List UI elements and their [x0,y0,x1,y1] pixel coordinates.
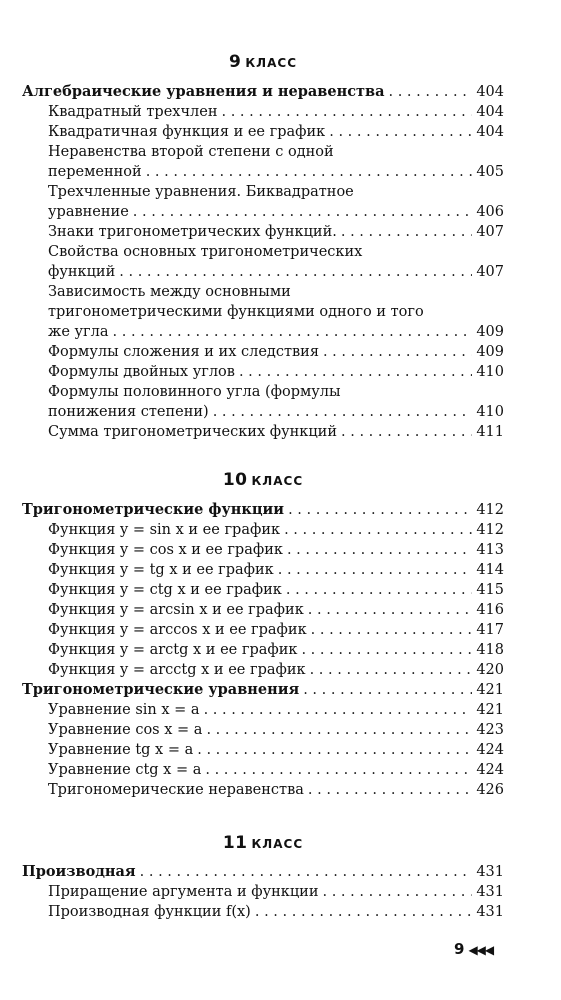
dot-leader [255,902,472,922]
toc-page-number: 409 [476,344,504,360]
dot-leader [239,362,472,382]
toc-chapter[interactable] [22,82,504,102]
toc-entry-title: Производная функции f(x) [48,904,251,920]
toc-page-number: 411 [476,424,504,440]
toc-entry-title: Сумма тригонометрических функций [48,424,338,440]
toc-entry[interactable] [22,122,504,142]
toc-entry-title: Формулы сложения и их следствия [48,344,319,360]
toc-page-number: 426 [476,782,504,798]
toc-entry[interactable] [22,322,504,342]
page-number: 9 [454,940,465,958]
toc-entry[interactable] [22,540,504,560]
dot-leader [341,422,472,442]
dot-leader [323,342,472,362]
toc-entry-title: Уравнение ctg x = a [48,762,202,778]
toc-page-number: 431 [476,904,504,920]
toc-page-number: 412 [476,502,504,518]
grade-word: КЛАСС [251,474,304,488]
toc-entry[interactable] [22,520,504,540]
toc-entry-title: Алгебраические уравнения и неравенства [22,83,385,100]
toc-entry[interactable] [22,760,504,780]
grade-heading-11 [22,833,504,853]
toc-entry-title: же угла [48,324,109,340]
dot-leader [389,82,473,102]
toc-entry-title: Приращение аргумента и функции [48,884,319,900]
toc-entry-title: Тригономерические неравенства [48,782,304,798]
toc-entry-title: Функция y = tg x и ее график [48,562,274,578]
toc-entry[interactable] [22,660,504,680]
toc-page-number: 421 [476,682,504,698]
toc-entry[interactable] [22,640,504,660]
toc-page-number: 418 [476,642,504,658]
toc-chapter[interactable] [22,862,504,882]
grade-number: 11 [222,833,248,853]
toc-entry[interactable] [22,560,504,580]
toc-entry-line: Формулы половинного угла (формулы [48,384,341,400]
toc-entry-line: Неравенства второй степени с одной [48,144,334,160]
toc-entry-title: Функция y = arctg x и ее график [48,642,298,658]
dot-leader [146,162,473,182]
dot-leader [310,660,473,680]
dot-leader [133,202,473,222]
toc-page-number: 410 [476,364,504,380]
dot-leader [311,620,473,640]
toc-entry-title: Квадратичная функция и ее график [48,124,326,140]
toc-page-number: 409 [476,324,504,340]
toc-entry-title: Уравнение sin x = a [48,702,200,718]
toc-entry-title: уравнение [48,204,129,220]
dot-leader [205,760,472,780]
toc-page-number: 424 [476,762,504,778]
dot-leader [119,262,472,282]
toc-page-number: 415 [476,582,504,598]
toc-entry[interactable] [22,402,504,422]
toc-entry[interactable] [22,740,504,760]
toc-section-11 [22,862,504,922]
toc-page-number: 407 [476,224,504,240]
toc-page-number: 406 [476,204,504,220]
toc-page-number: 423 [476,722,504,738]
toc-entry[interactable] [22,342,504,362]
toc-page-number: 424 [476,742,504,758]
toc-entry[interactable] [22,720,504,740]
toc-entry-title: Тригонометрические функции [22,501,285,518]
toc-page-number: 404 [476,104,504,120]
toc-page-number: 420 [476,662,504,678]
toc-page-number: 407 [476,264,504,280]
dot-leader [222,102,473,122]
dot-leader [308,780,472,800]
toc-entry[interactable] [22,780,504,800]
dot-leader [323,882,473,902]
toc-entry-title: Уравнение cos x = a [48,722,203,738]
grade-heading-9 [22,52,504,72]
back-arrows-icon: ◀◀◀ [468,943,494,957]
toc-entry-title: Функция y = arcctg x и ее график [48,662,306,678]
grade-word: КЛАСС [245,56,298,70]
toc-section-10 [22,500,504,800]
toc-entry-title: Знаки тригонометрических функций. [48,224,337,240]
toc-page-number: 431 [476,864,504,880]
dot-leader [206,720,472,740]
grade-heading-10 [22,470,504,490]
dot-leader [286,580,472,600]
toc-page-number: 431 [476,884,504,900]
toc-page-number: 412 [476,522,504,538]
toc-entry-title: Функция y = arcsin x и ее график [48,602,304,618]
dot-leader [204,700,473,720]
toc-entry-title: Формулы двойных углов [48,364,235,380]
toc-entry[interactable] [22,902,504,922]
toc-entry[interactable] [22,162,504,182]
toc-chapter[interactable] [22,680,504,700]
toc-page-number: 404 [476,124,504,140]
dot-leader [287,540,472,560]
toc-chapter[interactable] [22,500,504,520]
grade-number: 9 [228,52,242,72]
toc-entry-title: Функция y = ctg x и ее график [48,582,282,598]
toc-entry[interactable] [22,362,504,382]
toc-entry[interactable] [22,600,504,620]
dot-leader [113,322,473,342]
toc-page-number: 414 [476,562,504,578]
toc-entry-title: переменной [48,164,142,180]
toc-section-9 [22,82,504,442]
grade-word: КЛАСС [251,837,304,851]
toc-entry[interactable] [22,422,504,442]
dot-leader [284,520,472,540]
toc-entry[interactable] [22,700,504,720]
toc-entry-title: Функция y = cos x и ее график [48,542,283,558]
toc-entry[interactable] [22,580,504,600]
grade-number: 10 [222,470,248,490]
toc-entry-line: Свойства основных тригонометрических [48,244,363,260]
toc-entry-line: Трехчленные уравнения. Биквадратное [48,184,354,200]
toc-page-number: 417 [476,622,504,638]
toc-entry-title: Уравнение tg x = a [48,742,194,758]
toc-page-number: 410 [476,404,504,420]
dot-leader [278,560,473,580]
toc-entry[interactable] [22,882,504,902]
dot-leader [197,740,472,760]
dot-leader [301,640,472,660]
toc-page-number: 413 [476,542,504,558]
toc-entry-title: Функция y = arccos x и ее график [48,622,307,638]
dot-leader [329,122,472,142]
page-footer [454,940,493,958]
toc-entry[interactable] [22,620,504,640]
toc-entry-title: понижения степени) [48,404,209,420]
toc-entry-title: Производная [22,863,136,880]
toc-entry[interactable] [22,222,504,242]
toc-entry-line: Зависимость между основными [48,284,291,300]
toc-entry-title: Функция y = sin x и ее график [48,522,281,538]
toc-entry-title: Квадратный трехчлен [48,104,218,120]
toc-entry[interactable] [22,102,504,122]
toc-entry[interactable] [22,262,504,282]
toc-page-number: 405 [476,164,504,180]
toc-page-number: 421 [476,702,504,718]
dot-leader [341,222,472,242]
toc-page-number: 416 [476,602,504,618]
toc-entry-line: тригонометрическими функциями одного и того [48,304,424,320]
toc-entry[interactable] [22,202,504,222]
dot-leader [288,500,472,520]
toc-entry-title: функций [48,264,116,280]
dot-leader [213,402,473,422]
dot-leader [308,600,473,620]
toc-entry-title: Тригонометрические уравнения [22,681,300,698]
dot-leader [303,680,472,700]
dot-leader [140,862,473,882]
toc-page-number: 404 [476,84,504,100]
